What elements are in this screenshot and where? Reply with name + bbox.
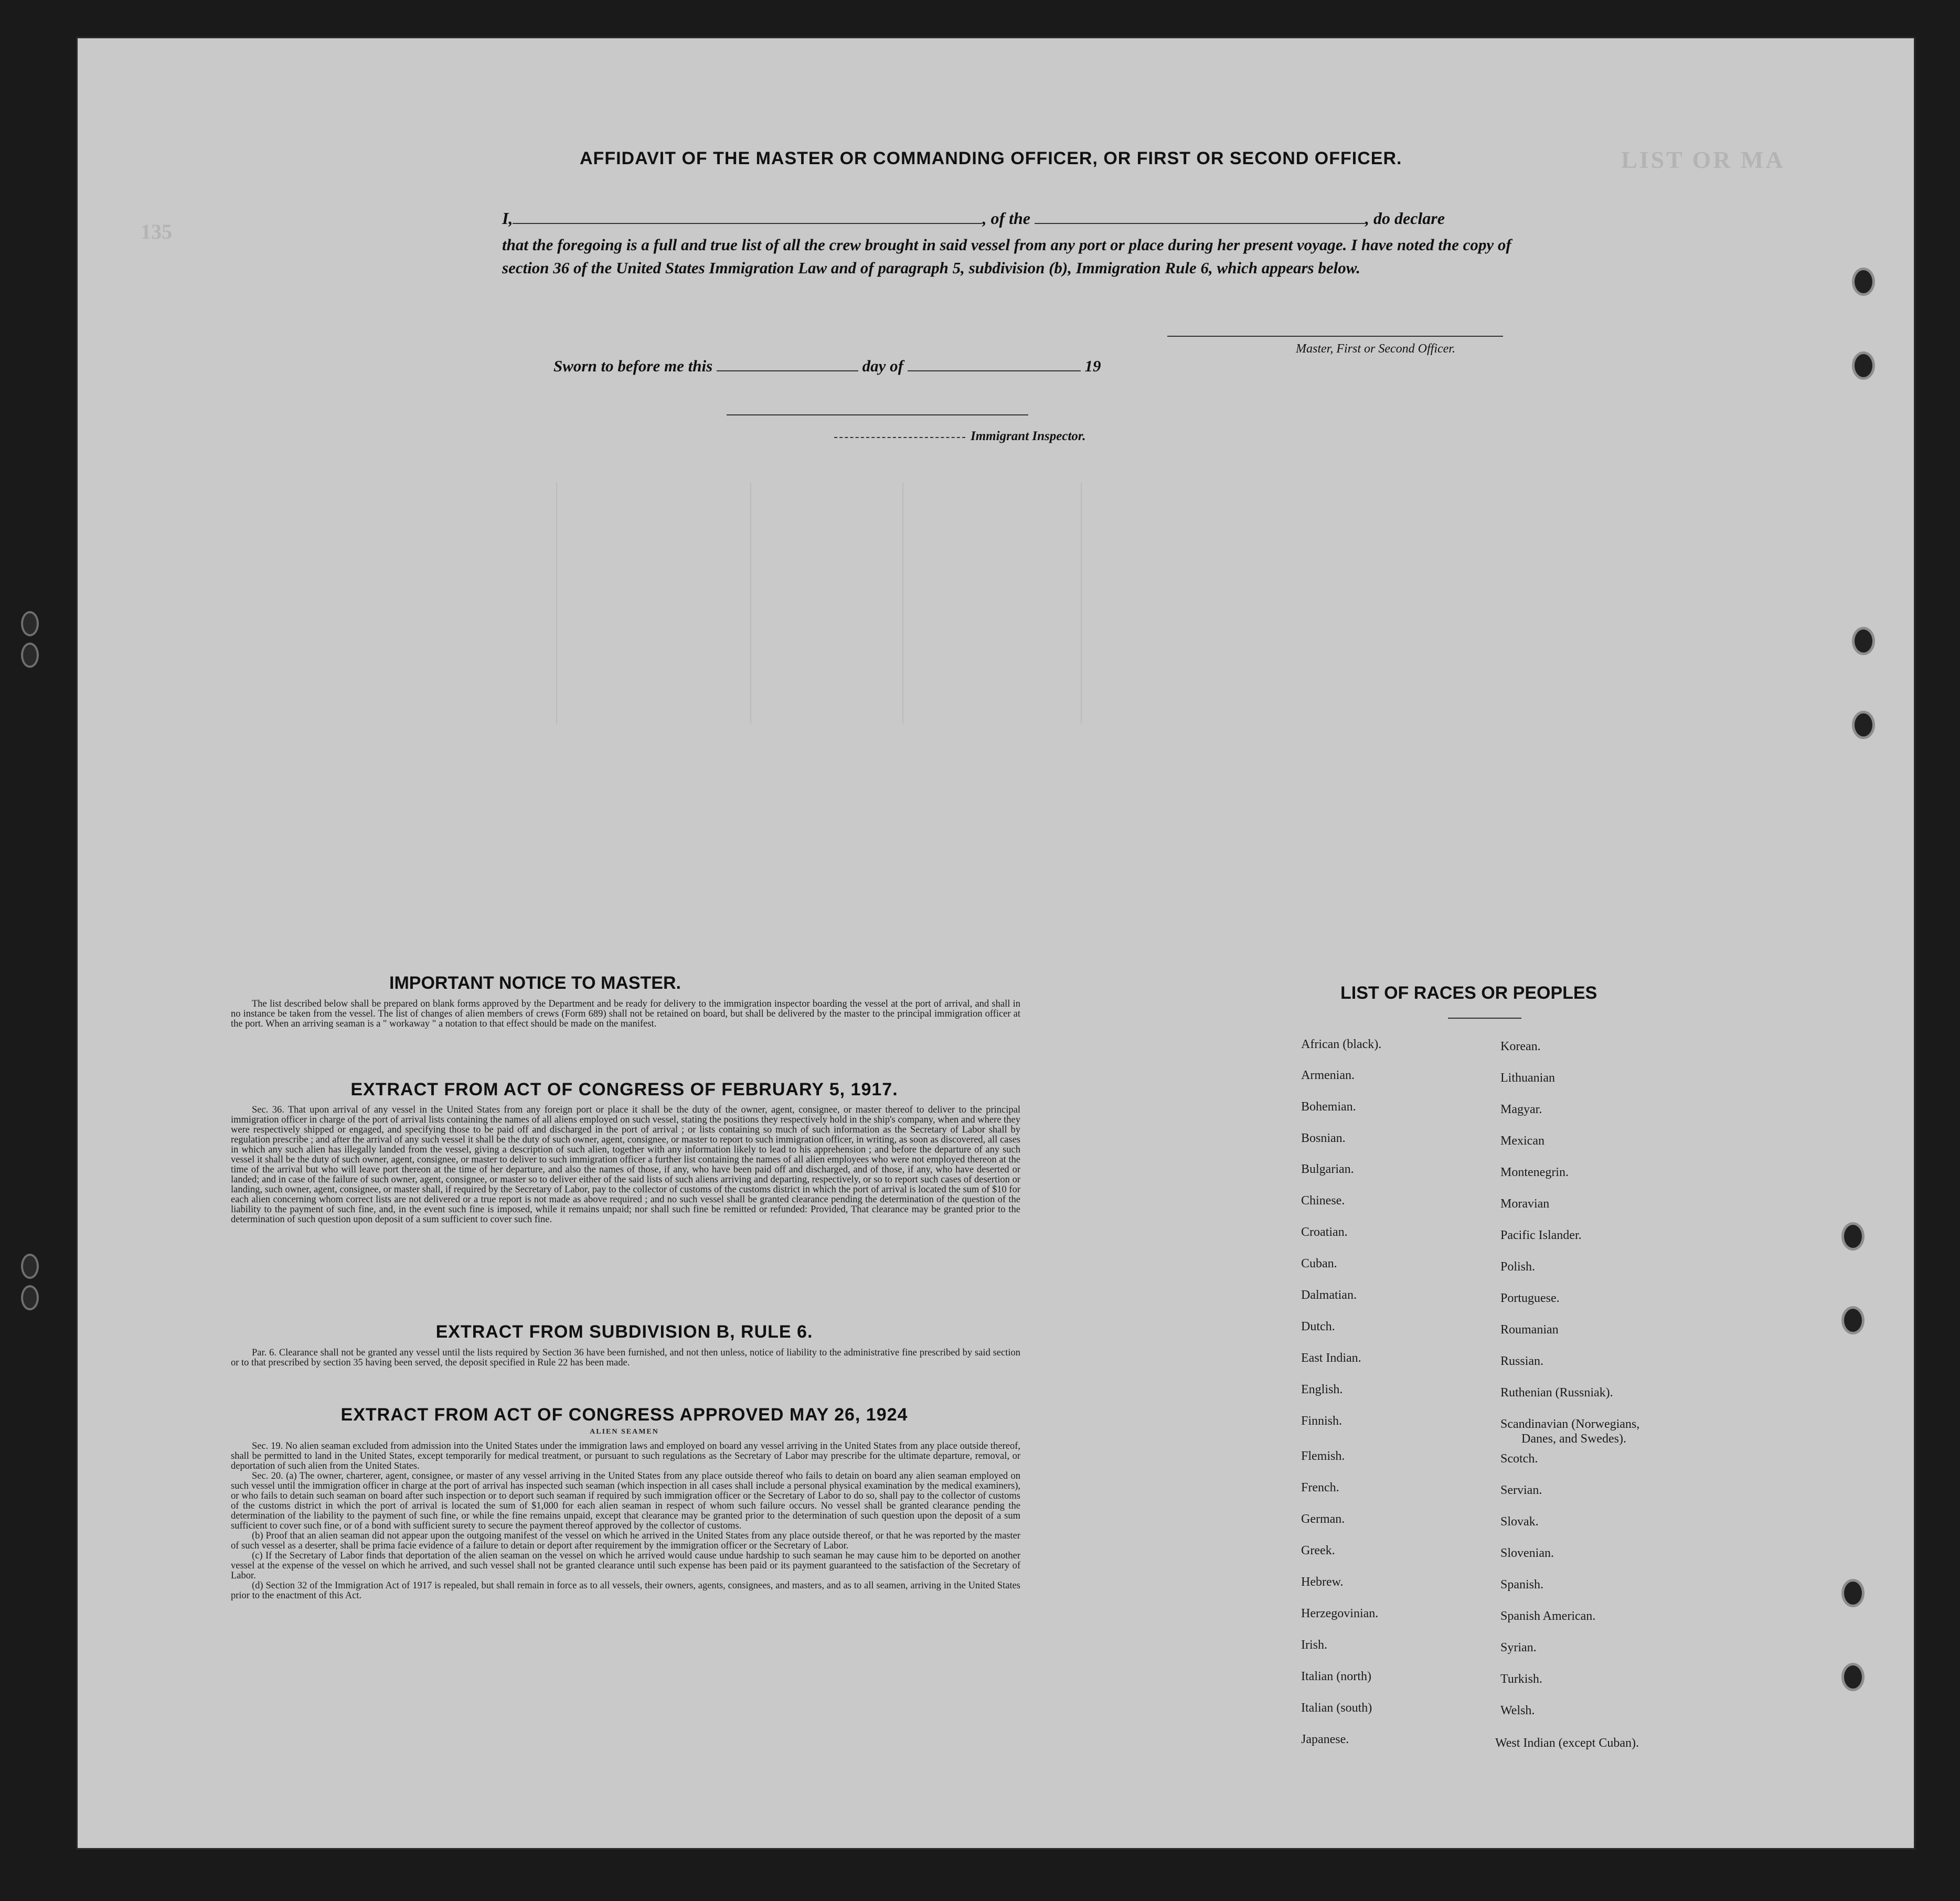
punch-hole [21, 643, 39, 668]
punch-hole [1852, 268, 1875, 296]
witness-line[interactable] [727, 414, 1028, 415]
punch-hole [1841, 1222, 1865, 1251]
race-item: Herzegovinian. [1301, 1607, 1379, 1620]
race-item: Mexican [1500, 1134, 1544, 1148]
race-item: Irish. [1301, 1638, 1327, 1652]
race-item: Russian. [1500, 1354, 1544, 1368]
race-item: Magyar. [1500, 1103, 1542, 1116]
race-item: Slovenian. [1500, 1546, 1554, 1560]
sec20c-paragraph: (c) If the Secretary of Labor finds that deportation of the alien seaman on the vessel on which he arrived would cause undue hardship to such seaman he may cause him to be deported on another vessel at the expense of the vessel on which he arrived, and such vessel shall not be granted clearance until such expense has been paid or its payment guaranteed to the satisfaction of the Secretary of Labor. [231, 1551, 1020, 1581]
race-item: Slovak. [1500, 1515, 1539, 1529]
extract-rule6-text [231, 1348, 1020, 1368]
declarant-prefix: I, [502, 209, 513, 228]
sec20d-paragraph: (d) Section 32 of the Immigration Act of 1917 is repealed, but shall remain in force as to all vessels, their owners, agents, consignees, and masters, and as to all seamen, arriving in the United States prior to the enactment of this Act. [231, 1580, 1020, 1601]
race-item: Dutch. [1301, 1320, 1335, 1333]
extract-1924-title: EXTRACT FROM ACT OF CONGRESS APPROVED MAY 26, 1924 [340, 1405, 908, 1425]
punch-hole [1852, 711, 1875, 739]
inspector-label: Immigrant Inspector. [971, 429, 1086, 443]
extract-rule6-title: EXTRACT FROM SUBDIVISION B, RULE 6. [435, 1322, 813, 1342]
races-title-rule [1448, 1018, 1521, 1019]
of-the-label: , of the [982, 209, 1030, 228]
race-item: Servian. [1500, 1483, 1542, 1497]
race-item: Italian (south) [1301, 1701, 1372, 1715]
race-item: Scandinavian (Norwegians, [1500, 1417, 1640, 1431]
alien-seamen-subtitle: ALIEN SEAMEN [590, 1428, 659, 1436]
race-item: English. [1301, 1383, 1343, 1396]
race-item: Spanish American. [1500, 1609, 1596, 1623]
sworn-month-field[interactable] [908, 370, 1081, 371]
sworn-year: 19 [1084, 357, 1101, 375]
notice-paragraph: The list described below shall be prepared on blank forms approved by the Department and be ready for delivery to the immigration inspector boarding the vessel at the port of arrival, and shall in no instance be taken from the vessel. The list of changes of alien members of crews (Form 689) shall not be retained on board, but shall be delivered by the master to the principal immigration officer at the port. When an arriving seaman is a " workaway " a notation to that effect should be made on the manifest. [231, 999, 1020, 1029]
extract-1917-title: EXTRACT FROM ACT OF CONGRESS OF FEBRUARY 5, 1917. [350, 1080, 898, 1099]
race-item: Croatian. [1301, 1225, 1348, 1239]
bleed-through-number: 135 [141, 220, 172, 243]
punch-hole [21, 1254, 39, 1279]
race-item: Scotch. [1500, 1452, 1538, 1466]
affidavit-title: AFFIDAVIT OF THE MASTER OR COMMANDING OFFICER, OR FIRST OR SECOND OFFICER. [580, 148, 1402, 168]
race-item: Italian (north) [1301, 1670, 1371, 1683]
punch-hole [1841, 1579, 1865, 1607]
punch-hole [1852, 627, 1875, 655]
race-item: Polish. [1500, 1260, 1536, 1274]
race-item: Montenegrin. [1500, 1166, 1569, 1179]
race-item: Roumanian [1500, 1323, 1559, 1337]
notice-title: IMPORTANT NOTICE TO MASTER. [389, 973, 681, 993]
bleed-through-rule [902, 483, 903, 724]
race-item: Japanese. [1301, 1733, 1349, 1746]
sworn-line [553, 357, 1101, 376]
notice-text [231, 999, 1020, 1029]
vessel-name-field[interactable] [1035, 223, 1365, 224]
sworn-day-field[interactable] [717, 370, 858, 371]
sec20a-paragraph: Sec. 20. (a) The owner, charterer, agent, consignee, or master of any vessel arriving in the United States from any place outside thereof who fails to detain on board any alien seaman employed on such vessel until the immigration officer in charge at the port of arrival has inspected such seaman (which inspection in all cases shall include a personal physical examination by the medical examiners), or who fails to detain such seaman on board after such inspection or to deport such seaman if required by such immigration officer or the Secretary of Labor to do so, shall pay to the collector of customs of the customs district in which the port of arrival is located the sum of $1,000 for each alien seaman in respect of whom such failure occurs. No vessel shall be granted clearance pending the determination of the liability to the payment of such fine, or while the fine remains unpaid, except that clearance may be granted prior to the determination of such question upon the deposit of a sum sufficient to cover such fine, or of a bond with sufficient surety to secure the payment thereof approved by the collector of customs. [231, 1471, 1020, 1531]
affidavit-body: that the foregoing is a full and true list of all the crew brought in said vessel from any port or place during her present voyage. I have noted the copy of section 36 of the United States Immigration Law and of paragraph 5, subdivision (b), Immigration Rule 6, which appears below. [502, 236, 1511, 277]
sworn-prefix: Sworn to before me this [553, 357, 713, 375]
race-item: Bohemian. [1301, 1100, 1356, 1114]
race-item: Greek. [1301, 1544, 1335, 1557]
race-item: West Indian (except Cuban). [1495, 1736, 1639, 1750]
race-item: Chinese. [1301, 1194, 1345, 1208]
race-item: Lithuanian [1500, 1071, 1555, 1085]
section-36-paragraph: Sec. 36. That upon arrival of any vessel in the United States from any foreign port or place it shall be the duty of the owner, agent, consignee, or master thereof to deliver to the principal immigration officer in charge of the port of arrival lists containing the names of all aliens employed on such vessel, stating the positions they respectively hold in the ship's company, when and where they were respectively shipped or engaged, and specifying those to be paid off and discharged in the port of arrival ; or lists containing so much of such information as the Secretary of Labor shall by regulation prescribe ; and after the arrival of any such vessel it shall be the duty of such owner, agent, consignee, or master to report to such immigration officer, in writing, as soon as discovered, all cases in which any such alien has illegally landed from the vessel, giving a description of such alien, together with any information likely to lead to his apprehension ; and before the departure of any such vessel it shall be the duty of such owner, agent, consignee, or master to deliver to such immigration officer a further list containing the names of all alien employees who were not employed thereon at the time of the arrival but who will leave port thereon at the time of her departure, and also the names of those, if any, who have been paid off and discharged, and of those, if any, who have deserted or landed; and in case of the failure of such owner, agent, consignee, or master so to deliver either of the said lists of such aliens arriving and departing, respectively, or so to report such cases of desertion or landing, such owner, agent, consignee, or master shall, if required by the Secretary of Labor, pay to the collector of customs of the customs district in which the port of arrival is located the sum of $10 for each alien concerning whom correct lists are not delivered or a true report is not made as above required ; and no such vessel shall be granted clearance pending the determination of the question of the liability to the payment of such fine, and, in the event such fine is imposed, while it remains unpaid; nor shall such fine be remitted or refunded: Provided, That clearance may be granted prior to the determination of such question upon deposit of a sum sufficient to cover such fine. [231, 1105, 1020, 1225]
race-item: French. [1301, 1481, 1339, 1494]
punch-hole [1852, 351, 1875, 380]
punch-hole [1841, 1663, 1865, 1691]
race-item: Armenian. [1301, 1069, 1355, 1082]
bleed-through-rule [1081, 483, 1082, 724]
race-item: Dalmatian. [1301, 1288, 1357, 1302]
affidavit-declaration-line [502, 209, 1445, 228]
sec20b-paragraph: (b) Proof that an alien seaman did not appear upon the outgoing manifest of the vessel on which he arrived in the United States from any place outside thereof, or that he was reported by the master of such vessel as a deserter, shall be prima facie evidence of a failure to detain or deport after requirement by the immigration officer or the Secretary of Labor. [231, 1531, 1020, 1551]
race-item: Welsh. [1500, 1704, 1535, 1717]
race-item: East Indian. [1301, 1351, 1361, 1365]
signature-label: Master, First or Second Officer. [1296, 342, 1455, 356]
punch-hole [21, 611, 39, 636]
bleed-through-rule [750, 483, 751, 724]
race-item: Syrian. [1500, 1641, 1537, 1654]
declare-label: , do declare [1365, 209, 1445, 228]
race-item: Danes, and Swedes). [1521, 1432, 1626, 1446]
race-item: Turkish. [1500, 1672, 1542, 1686]
sworn-day-of-label: day of [862, 357, 903, 375]
inspector-signature-line[interactable] [834, 437, 965, 438]
race-item: Ruthenian (Russniak). [1500, 1386, 1613, 1400]
race-item: Finnish. [1301, 1414, 1343, 1428]
race-item: Pacific Islander. [1500, 1229, 1582, 1242]
race-item: German. [1301, 1512, 1345, 1526]
sec19-paragraph: Sec. 19. No alien seaman excluded from admission into the United States under the immigration laws and employed on board any vessel arriving in the United States from any place outside thereof, shall be permitted to land in the United States, except temporarily for medical treatment, or pursuant to such regulations as the Secretary of Labor may prescribe for the ultimate departure, removal, or deportation of such alien from the United States. [231, 1441, 1020, 1471]
race-item: Spanish. [1500, 1578, 1544, 1592]
race-item: Hebrew. [1301, 1575, 1344, 1589]
race-item: Portuguese. [1500, 1291, 1560, 1305]
bleed-through-rule [556, 483, 557, 724]
race-item: Korean. [1500, 1040, 1541, 1053]
race-item: Moravian [1500, 1197, 1550, 1211]
punch-hole [21, 1285, 39, 1310]
signature-line[interactable] [1167, 336, 1503, 337]
bleed-through-header: LIST OR MA [1621, 146, 1785, 173]
race-item: Cuban. [1301, 1257, 1337, 1270]
races-title: LIST OF RACES OR PEOPLES [1340, 983, 1597, 1003]
rule6-paragraph: Par. 6. Clearance shall not be granted any vessel until the lists required by Section 36 have been furnished, and not then unless, notice of liability to the administrative fine prescribed by said section or to that prescribed by section 35 having been served, the deposit specified in Rule 22 has been made. [231, 1348, 1020, 1368]
extract-1924-text [231, 1441, 1020, 1601]
declarant-name-field[interactable] [513, 223, 982, 224]
punch-hole [1841, 1306, 1865, 1334]
race-item: Bulgarian. [1301, 1162, 1354, 1176]
race-item: Flemish. [1301, 1449, 1345, 1463]
race-item: African (black). [1301, 1038, 1382, 1051]
extract-1917-text [231, 1105, 1020, 1225]
race-item: Bosnian. [1301, 1131, 1346, 1145]
